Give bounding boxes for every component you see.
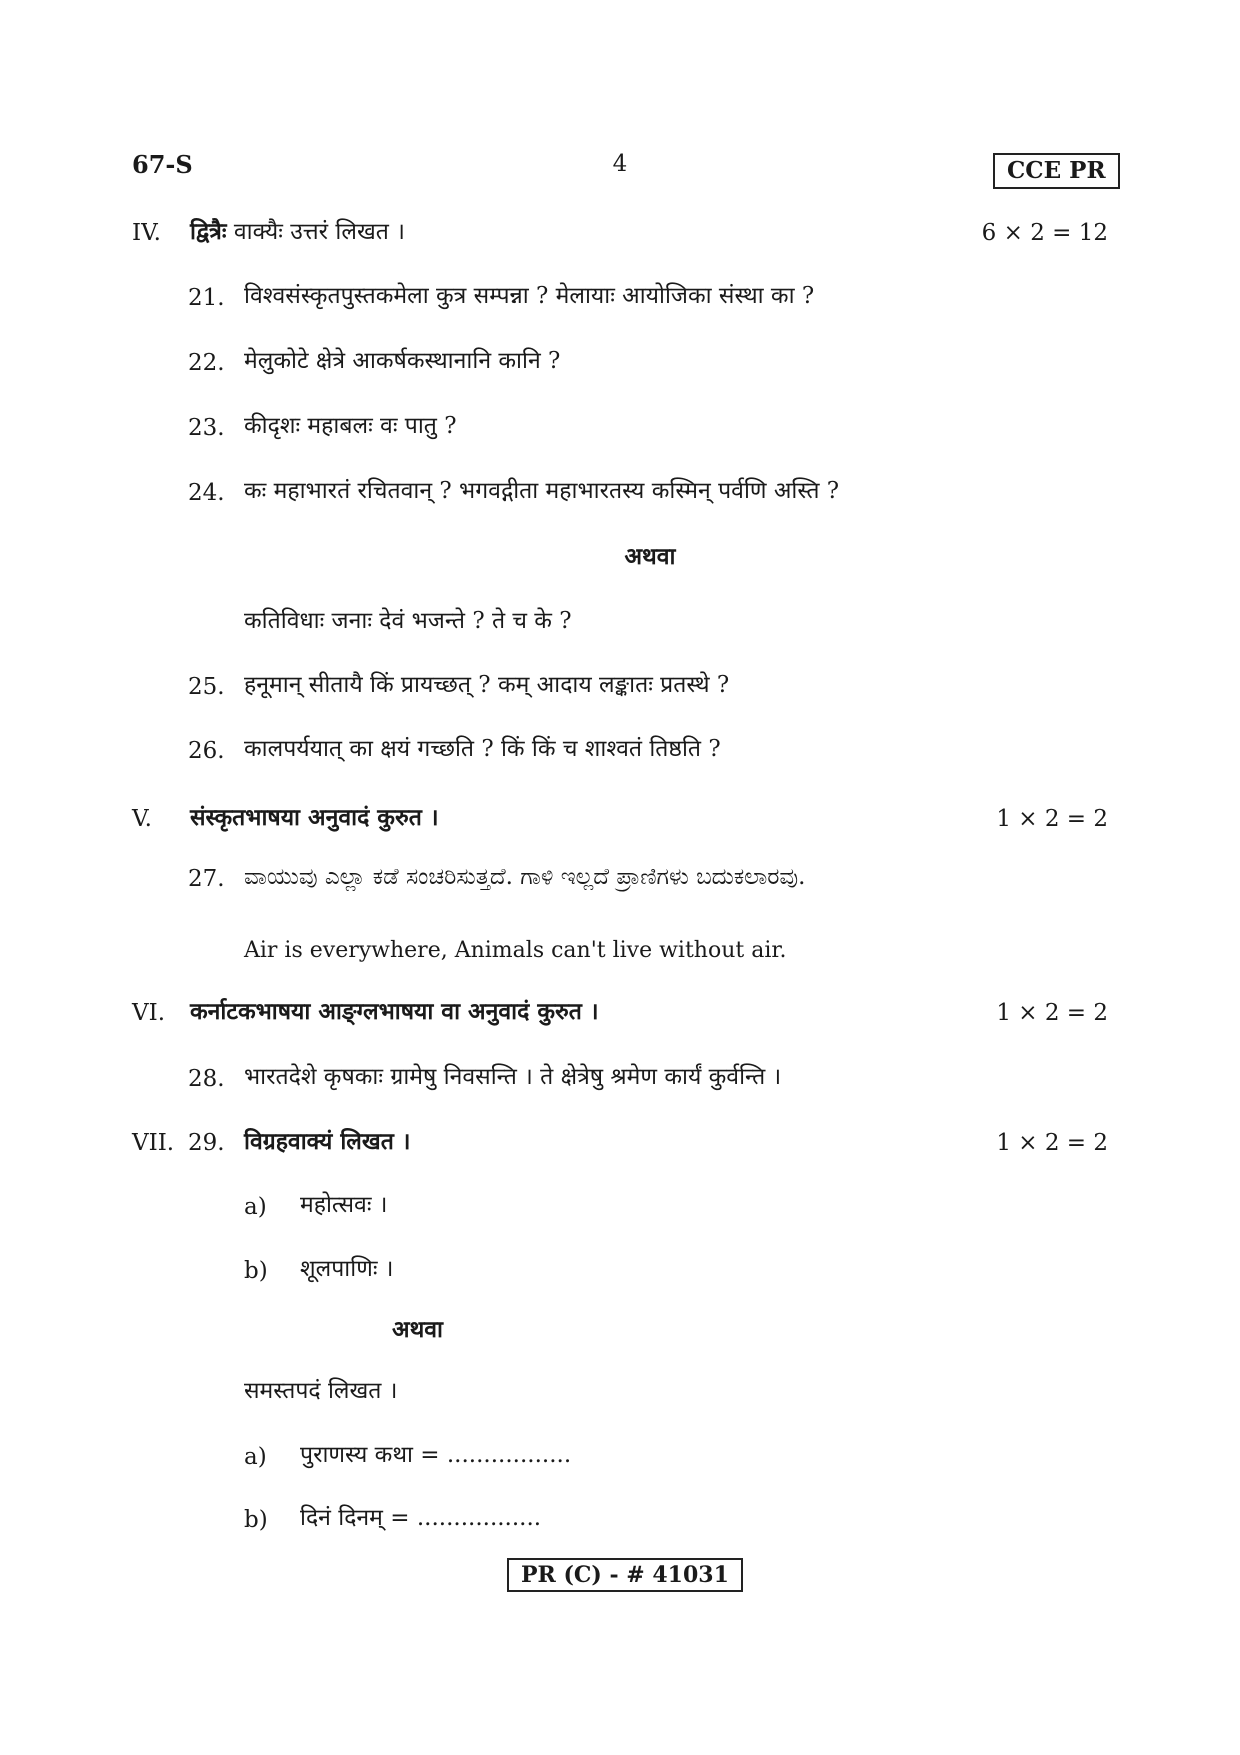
question-text: कः महाभारतं रचितवान् ? भगवद्गीता महाभारतस्य कस्मिन् पर्वणि अस्ति ? <box>244 478 840 504</box>
section-v-marks: 1 × 2 = 2 <box>996 806 1108 832</box>
alternative-question: कतिविधाः जनाः देवं भजन्ते ? ते च के ? <box>244 608 572 634</box>
page-number: 4 <box>612 151 628 177</box>
question-number: 22. <box>188 350 225 376</box>
item-text: शूलपाणिः । <box>300 1256 394 1282</box>
paper-code: 67-S <box>132 150 193 179</box>
question-number: 29. <box>188 1130 225 1156</box>
section-iv-marks: 6 × 2 = 12 <box>981 220 1108 246</box>
question-number: 21. <box>188 285 225 311</box>
item-label: a) <box>244 1444 267 1470</box>
question-text: कालपर्ययात् का क्षयं गच्छति ? किं किं च शाश्वतं तिष्ठति ? <box>244 736 721 762</box>
item-label: b) <box>244 1507 268 1533</box>
section-iv-title <box>190 218 405 247</box>
section-v-title: संस्कृतभाषया अनुवादं कुरुत । <box>190 804 439 831</box>
section-iv-title-rest: वाक्यैः उत्तरं लिखत । <box>226 219 405 245</box>
question-text: हनूमान् सीतायै किं प्रायच्छत् ? कम् आदाय लङ्कातः प्रतस्थे ? <box>244 672 730 698</box>
item-text: पुराणस्य कथा = ................. <box>300 1442 572 1468</box>
question-number: 28. <box>188 1066 225 1092</box>
section-vi-title: कर्नाटकभाषया आङ्ग्लभाषया वा अनुवादं कुरुत । <box>190 998 599 1025</box>
item-text: महोत्सवः । <box>300 1192 388 1218</box>
footer-code-box: PR (C) - # 41031 <box>507 1558 743 1592</box>
item-label: b) <box>244 1258 268 1284</box>
question-number: 24. <box>188 480 225 506</box>
item-label: a) <box>244 1194 267 1220</box>
section-v-numeral: V. <box>132 806 152 832</box>
cce-pr-box: CCE PR <box>993 153 1120 189</box>
question-number: 25. <box>188 674 225 700</box>
question-text: भारतदेशे कृषकाः ग्रामेषु निवसन्ति । ते क्षेत्रेषु श्रमेण कार्यं कुर्वन्ति । <box>244 1064 782 1090</box>
item-text: दिनं दिनम् = ................. <box>300 1505 542 1531</box>
section-vii-title: विग्रहवाक्यं लिखत । <box>244 1128 411 1155</box>
section-vi-numeral: VI. <box>132 1000 166 1026</box>
question-text: विश्वसंस्कृतपुस्तकमेला कुत्र सम्पन्ना ? मेलायाः आयोजिका संस्था का ? <box>244 283 815 309</box>
section-vi-marks: 1 × 2 = 2 <box>996 1000 1108 1026</box>
question-text: मेलुकोटे क्षेत्रे आकर्षकस्थानानि कानि ? <box>244 348 561 374</box>
section-vii-numeral: VII. <box>132 1130 175 1156</box>
or-label: अथवा <box>624 543 676 570</box>
kannada-sentence: ವಾಯುವು ಎಲ್ಲಾ ಕಡೆ ಸಂಚರಿಸುತ್ತದೆ. ಗಾಳಿ ಇಲ್ಲದೆ ಪ್ರಾಣಿಗಳು ಬದುಕಲಾರವು. <box>244 864 806 890</box>
question-text: कीदृशः महाबलः वः पातु ? <box>244 413 457 439</box>
question-number: 26. <box>188 738 225 764</box>
section-vii-marks: 1 × 2 = 2 <box>996 1130 1108 1156</box>
alternative-title: समस्तपदं लिखत । <box>244 1378 398 1404</box>
english-sentence: Air is everywhere, Animals can't live without air. <box>244 938 787 963</box>
section-iv-title-bold: द्वित्रैः <box>190 218 227 245</box>
section-iv-numeral: IV. <box>132 220 161 246</box>
question-number: 23. <box>188 415 225 441</box>
or-label: अथवा <box>392 1316 444 1343</box>
question-number: 27. <box>188 866 225 892</box>
